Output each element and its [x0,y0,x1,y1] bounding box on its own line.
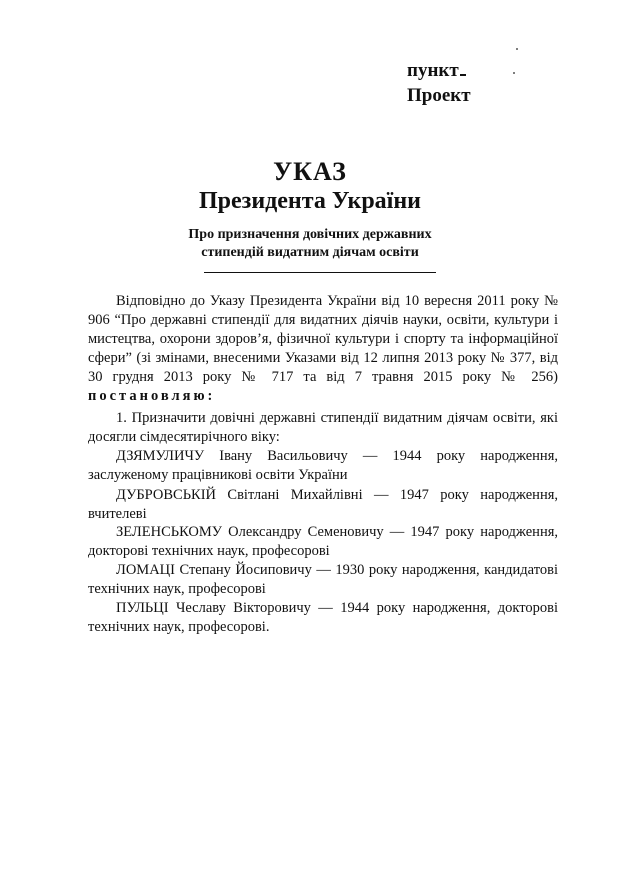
person-entry: ЛОМАЦІ Степану Йосиповичу — 1930 року народження, кандидатові технічних наук, професорові [88,562,558,597]
person-entry: ЗЕЛЕНСЬКОМУ Олександру Семеновичу — 1947 року народження, докторові технічних наук, професорові [88,524,558,559]
corner-item-text: пункт [407,60,459,81]
corner-label-item [407,58,471,83]
corner-underscore [460,60,466,76]
scan-speck [516,48,518,50]
corner-marks [407,58,471,108]
decree-about-line2: стипендій видатним діячам освіти [201,245,419,260]
intro-paragraph [88,292,558,406]
decree-about-line1: Про призначення довічних державних [188,227,432,242]
decree-subtitle: Президента України [199,188,421,214]
scan-speck [513,72,515,74]
person-entry: ПУЛЬЦІ Чеславу Вікторовичу — 1944 року народження, докторові технічних наук, професорові. [88,600,558,635]
decree-about [0,226,620,262]
title-underline [204,272,436,273]
decree-word: постановляю: [88,388,216,404]
decree-title: УКАЗ [273,157,347,186]
intro-text: Відповідно до Указу Президента України від 10 вересня 2011 року № 906 “Про державні стипендії для видатних діячів науки, освіти, культури і мистецтва, охорони здоров’я, фізичної культури і спорту та інформаційної сфери” (зі змінами, внесеними Указами від 12 липня 2013 року № 377, від 30 грудня 2013 року № 717 та від 7 травня 2015 року № 256) [88,293,558,385]
corner-label-draft: Проект [407,85,471,106]
person-entry: ДУБРОВСЬКІЙ Світлані Михайлівні — 1947 року народження, вчителеві [88,487,558,522]
item-1-paragraph: 1. Призначити довічні державні стипендії видатним діячам освіти, які досягли сімдесятирічного віку: [88,410,558,445]
person-entry: ДЗЯМУЛИЧУ Івану Васильовичу — 1944 року народження, заслуженому працівникові освіти України [88,448,558,483]
